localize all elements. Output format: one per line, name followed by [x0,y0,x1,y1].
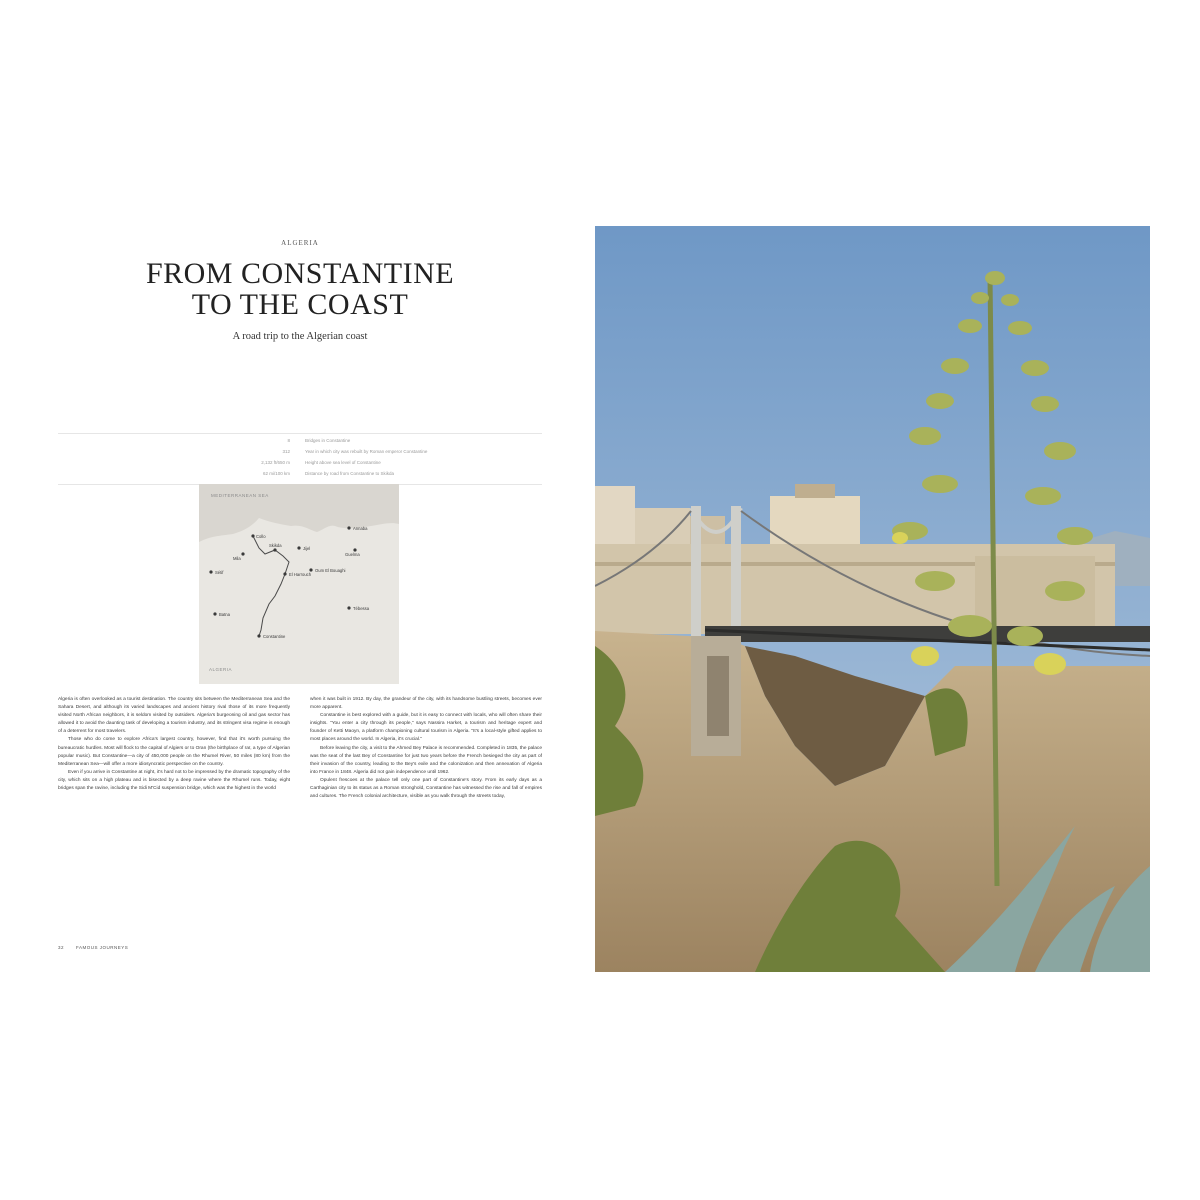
body-paragraph: Before leaving the city, a visit to the Ahmed Bey Palace is recommended. Completed in 1835, the palace was the seat of the last Bey of Constantine for just two years before the French besieged the city as part of their invasion of the country, leading to the Bey's exile and the colonization and then annexation of Algeria into France in 1848. Algeria did not gain independence until 1962. [310,745,542,775]
body-column-right [310,696,542,801]
body-paragraph: when it was built in 1912. By day, the grandeur of the city, with its handsome bustling streets, becomes ever more apparent. [310,697,542,711]
route-map [199,484,399,684]
fact-key: 8 [287,438,290,443]
map-place-label: El Harrouch [289,572,312,577]
map-place-label: Constantine [263,634,286,639]
body-paragraph: Constantine is best explored with a guide, but it is easy to connect with locals, who will often share their insights. "You enter a city through its people," says Nassira Harket, a tourism and heritage expert and founder of Ketti Maoyn, a platform championing cultural tourism in Algeria. "It's a local-style gifted applies to most places around the world. In Algeria, it's crucial." [310,713,542,743]
map-marker [273,548,276,551]
fact-row [58,471,542,479]
map-place-label: Mila [233,556,241,561]
section-eyebrow: ALGERIA [281,239,319,247]
body-column-left [58,696,290,793]
map-place-label: Sétif [215,570,224,575]
fact-row [58,449,542,457]
map-place-label: Annaba [353,526,368,531]
page-folio [58,945,128,950]
map-sea-label: MEDITERRANEAN SEA [211,493,269,498]
body-paragraph: Those who do come to explore Africa's largest country, however, find that it's worth pursuing the bureaucratic hurdles. Most will flock to the capital of Algiers or to Oran (the birthplace of raï, a type of Algerian popular music). But Constantine—a city of 450,000 people on the Rhumel River, 50 miles (80 km) from the Mediterranean Sea—will offer a more idiosyncratic perspective on the country. [58,737,290,767]
page-number: 32 [58,945,65,950]
map-marker [257,634,260,637]
title-line-1: FROM CONSTANTINE [145,257,455,290]
map-place-label: Collo [256,534,266,539]
article-subtitle: A road trip to the Algerian coast [232,331,368,342]
map-marker [251,534,254,537]
fact-key: 2,132 ft/650 m [261,460,290,465]
article-title [58,258,542,320]
map-marker [297,546,300,549]
map-place-label: Oum El Bouaghi [315,568,346,573]
map-place-label: Tébessa [353,606,370,611]
map-place-label: Guelma [345,552,360,557]
body-paragraph: Even if you arrive in Constantine at night, it's hard not to be impressed by the dramatic topography of the city, which sits on a high plateau and is bisected by a deep ravine where the Rhumel runs. Today, eight bridges span the ravine, including the Sidi M'Cid suspension bridge, which was the highest in the world [58,769,290,792]
body-paragraph: Algeria is often overlooked as a tourist destination. The country sits between the Mediterranean Sea and the Sahara Desert, and although its varied landscapes and ancient history rival those of its more frequently visited North African neighbors, it is seldom visited by outsiders. Algeria's burgeoning oil and gas sector has allowed it to avoid the daunting task of developing a tourism industry, and its stringent visa regime is enough of a deterrent for most travelers. [58,697,290,735]
map-marker [309,568,312,571]
fact-row [58,438,542,446]
fact-key: 312 [282,449,290,454]
title-line-2: TO THE COAST [191,288,409,321]
map-marker [241,552,244,555]
fact-row [58,460,542,468]
map-marker [213,612,216,615]
map-country-label: ALGERIA [209,667,233,672]
map-place-label: Batna [219,612,230,617]
fact-value: Year in which city was rebuilt by Roman emperor Constantine [305,449,428,454]
fact-value: Distance by road from Constantine to Skikda [305,471,395,476]
map-place-label: Jijel [303,546,311,551]
bridge-photo [595,226,1150,972]
map-marker [347,606,350,609]
fact-value: Bridges in Constantine [305,438,351,443]
fact-key: 62 mi/100 km [262,471,290,476]
facts-table [58,433,542,485]
map-marker [209,570,212,573]
fact-value: Height above sea level of Constantine [305,460,381,465]
map-land [199,518,399,684]
running-section: FAMOUS JOURNEYS [76,945,129,950]
body-paragraph: Opulent frescoes at the palace tell only one part of Constantine's story. From its early days as a Carthaginian city to its status as a Roman stronghold, Constantine has witnessed the rise and fall of empires and cultures. The French colonial architecture, visible as you walk through the streets today, [310,777,542,800]
map-marker [347,526,350,529]
map-place-label: Skikda [269,543,282,548]
map-marker [283,572,286,575]
article-page [58,226,542,972]
